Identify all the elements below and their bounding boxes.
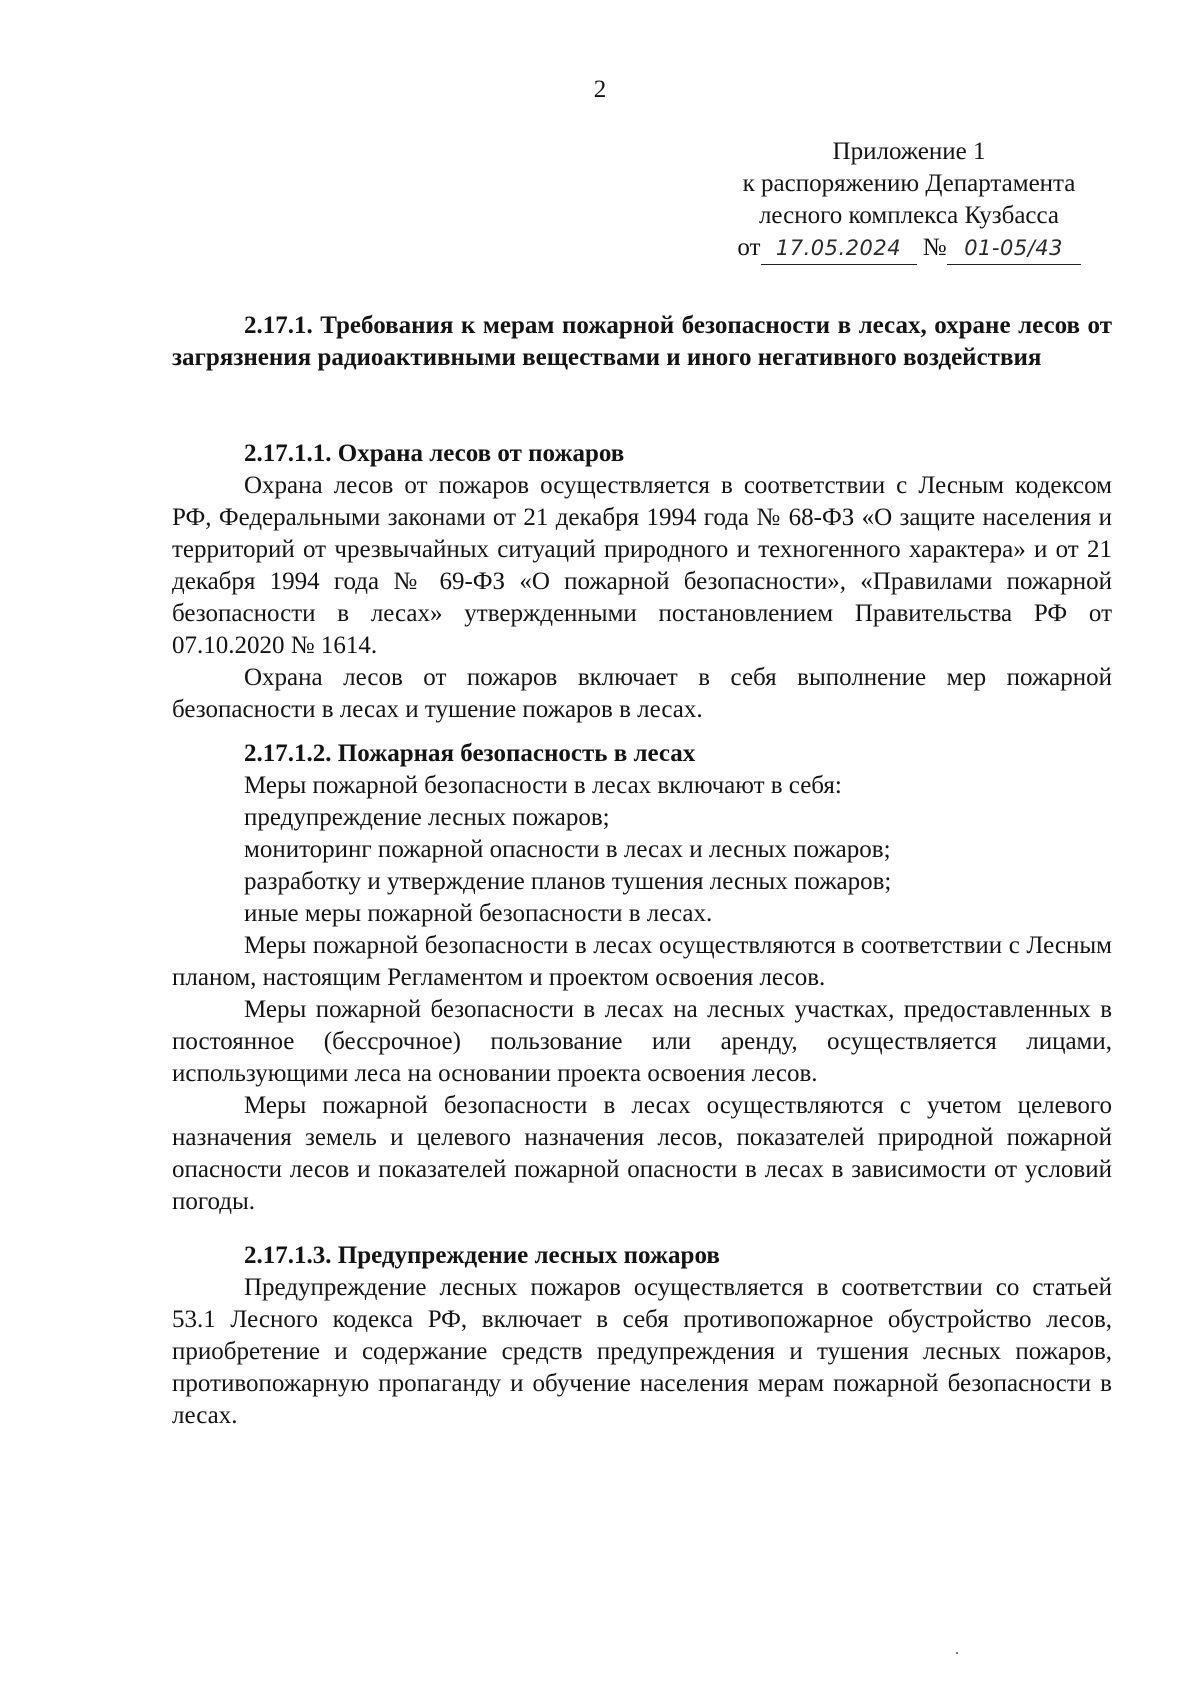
subsection-title: 2.17.1.1. Охрана лесов от пожаров — [244, 440, 625, 467]
appendix-department-line: лесного комплекса Кузбасса — [758, 202, 1060, 229]
subsection-fire-safety — [172, 738, 1112, 1218]
subsection-title: 2.17.1.2. Пожарная безопасность в лесах — [244, 740, 696, 767]
scan-speck — [956, 1652, 958, 1654]
paragraph: Охрана лесов от пожаров включает в себя выполнение мер пожарной безопасности в лесах и тушение пожаров в лесах. — [172, 664, 1112, 723]
paragraph: Меры пожарной безопасности в лесах осуществляются в соответствии с Лесным планом, настоящим Регламентом и проектом освоения лесов. — [172, 932, 1112, 991]
list-item: мониторинг пожарной опасности в лесах и лесных пожаров; — [244, 836, 891, 863]
paragraph: Предупреждение лесных пожаров осуществляется в соответствии со статьей 53.1 Лесного кодекса РФ, включает в себя противопожарное обустройство лесов, приобретение и содержание средств предупреждения и тушения лесных пожаров, противопожарную пропаганду и обучение населения мерам пожарной безопасности в лесах. — [172, 1274, 1112, 1429]
paragraph: Меры пожарной безопасности в лесах на лесных участках, предоставленных в постоянное (бессрочное) пользование или аренду, осуществляется лицами, использующими леса на основании проекта освоения лесов. — [172, 996, 1112, 1087]
subsection-title: 2.17.1.3. Предупреждение лесных пожаров — [244, 1242, 720, 1269]
appendix-date-number-line — [724, 232, 1094, 265]
date-prefix: от — [737, 234, 761, 261]
paragraph: Охрана лесов от пожаров осуществляется в соответствии с Лесным кодексом РФ, Федеральными законами от 21 декабря 1994 года № 68-ФЗ «О защите населения и территорий от чрезвычайных ситуаций природного и техногенного характера» и от 21 декабря 1994 года № 69-ФЗ «О пожарной безопасности», «Правилами пожарной безопасности в лесах» утвержденными постановлением Правительства РФ от 07.10.2020 № 1614. — [172, 472, 1112, 659]
number-prefix: № — [922, 234, 947, 261]
subsection-fire-protection — [172, 438, 1112, 726]
subsection-fire-prevention — [172, 1240, 1112, 1432]
handwritten-number: 01-05/43 — [947, 232, 1081, 265]
appendix-title: Приложение 1 — [832, 138, 986, 165]
handwritten-date: 17.05.2024 — [761, 232, 917, 265]
list-item: разработку и утверждение планов тушения лесных пожаров; — [244, 868, 892, 895]
list-item: иные меры пожарной безопасности в лесах. — [244, 900, 713, 927]
section-title: 2.17.1. Требования к мерам пожарной безопасности в лесах, охране лесов от загрязнения радиоактивными веществами и иного негативного воздействия — [172, 312, 1112, 371]
appendix-order-line: к распоряжению Департамента — [742, 170, 1076, 197]
paragraph: Меры пожарной безопасности в лесах включают в себя: — [244, 772, 842, 799]
appendix-block — [724, 136, 1094, 265]
page-number: 2 — [593, 76, 607, 103]
paragraph: Меры пожарной безопасности в лесах осуществляются с учетом целевого назначения земель и целевого назначения лесов, показателей природной пожарной опасности лесов и показателей пожарной опасности в лесах в зависимости от условий погоды. — [172, 1092, 1112, 1215]
section-heading-block — [172, 310, 1112, 374]
list-item: предупреждение лесных пожаров; — [244, 804, 610, 831]
